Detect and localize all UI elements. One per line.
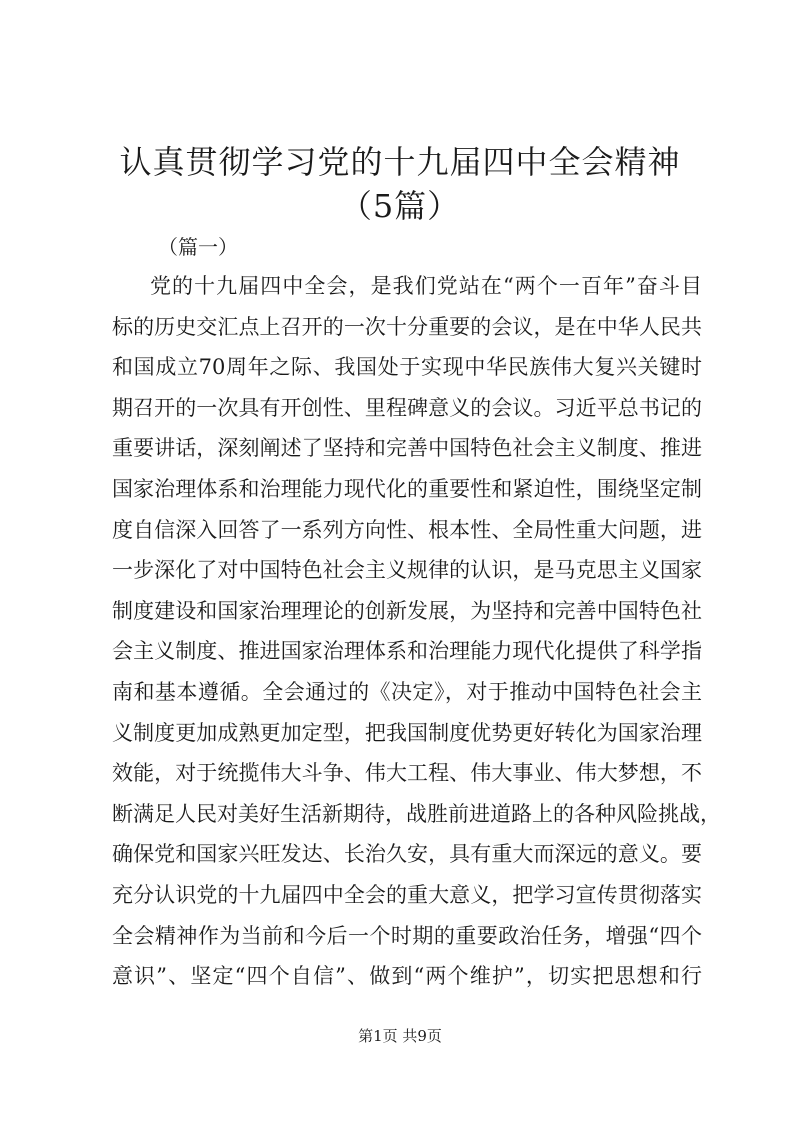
body-line: 效能，对于统揽伟大斗争、伟大工程、伟大事业、伟大梦想，不 bbox=[112, 761, 702, 786]
document-title: 认真贯彻学习党的十九届四中全会精神（5篇） bbox=[119, 143, 681, 225]
body-line: 义制度更加成熟更加定型，把我国制度优势更好转化为国家治理 bbox=[112, 720, 702, 745]
body-line: 断满足人民对美好生活新期待，战胜前进道路上的各种风险挑战， bbox=[112, 801, 721, 826]
body-line: 国家治理体系和治理能力现代化的重要性和紧迫性，围绕坚定制 bbox=[112, 476, 702, 501]
page-footer: 第1页 共9页 bbox=[358, 1027, 442, 1045]
body-line: 会主义制度、推进国家治理体系和治理能力现代化提供了科学指 bbox=[112, 639, 702, 664]
body-text bbox=[112, 266, 721, 997]
section-label: （篇一） bbox=[158, 235, 238, 259]
body-line: 标的历史交汇点上召开的一次十分重要的会议，是在中华人民共 bbox=[112, 314, 702, 339]
body-line: 意识”、坚定“四个自信”、做到“两个维护”，切实把思想和行 bbox=[112, 964, 702, 989]
body-line: 期召开的一次具有开创性、里程碑意义的会议。习近平总书记的 bbox=[112, 395, 702, 420]
body-line: 制度建设和国家治理理论的创新发展，为坚持和完善中国特色社 bbox=[112, 598, 702, 623]
body-line: 确保党和国家兴旺发达、长治久安，具有重大而深远的意义。要 bbox=[112, 842, 702, 867]
body-line: 全会精神作为当前和今后一个时期的重要政治任务，增强“四个 bbox=[112, 923, 702, 948]
body-line: 充分认识党的十九届四中全会的重大意义，把学习宣传贯彻落实 bbox=[112, 882, 702, 907]
body-line: 度自信深入回答了一系列方向性、根本性、全局性重大问题，进 bbox=[112, 517, 702, 542]
body-line: 一步深化了对中国特色社会主义规律的认识，是马克思主义国家 bbox=[112, 558, 702, 583]
body-line: 南和基本遵循。全会通过的《决定》，对于推动中国特色社会主 bbox=[112, 679, 702, 704]
body-line: 党的十九届四中全会，是我们党站在“两个一百年”奋斗目 bbox=[150, 274, 702, 298]
body-line: 重要讲话，深刻阐述了坚持和完善中国特色社会主义制度、推进 bbox=[112, 436, 702, 461]
body-line: 和国成立70周年之际、我国处于实现中华民族伟大复兴关键时 bbox=[112, 355, 702, 380]
